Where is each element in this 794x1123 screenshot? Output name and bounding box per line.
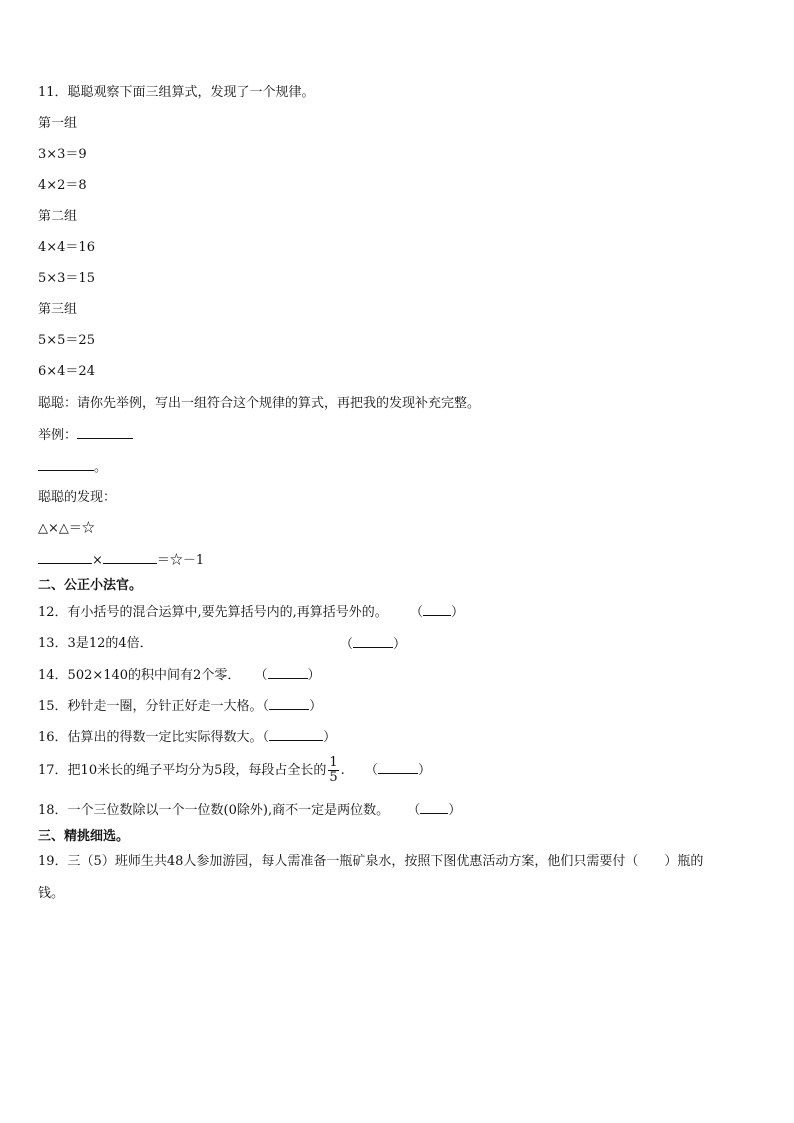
group-3-heading: 第三组 xyxy=(38,302,78,317)
q18-answer-blank[interactable] xyxy=(420,801,448,814)
fraction-numerator: 1 xyxy=(329,755,338,770)
discovery-blank-2[interactable] xyxy=(103,551,157,564)
question-12: 12．有小括号的混合运算中,要先算括号内的,再算括号外的。 （ ） xyxy=(38,605,464,620)
group-3-eq-b: 6×4＝24 xyxy=(38,364,95,379)
question-11-prompt: 聪聪：请你先举例，写出一组符合这个规律的算式，再把我的发现补充完整。 xyxy=(38,396,481,411)
example-label: 举例： xyxy=(38,428,78,443)
discovery-label: 聪聪的发现： xyxy=(38,490,117,505)
q12-answer-blank[interactable] xyxy=(423,603,451,616)
question-13-text: 13．3是12的4倍． xyxy=(38,636,153,651)
discovery-fill-row xyxy=(38,551,204,570)
group-1-heading: 第一组 xyxy=(38,116,78,131)
section-2-heading: 二、公正小法官。 xyxy=(38,578,143,593)
question-16: 16．估算出的得数一定比实际得数大。（ ） xyxy=(38,730,337,745)
question-13: 13．3是12的4倍． （ ） xyxy=(38,636,407,652)
question-19-line-1: 19．三（5）班师生共48人参加游园，每人需准备一瓶矿泉水，按照下图优惠活动方案，他们只需要付（ ）瓶的 xyxy=(38,854,704,869)
discovery-rhs: ＝☆－1 xyxy=(156,553,205,568)
question-14-text: 14．502×140的积中间有2个零． xyxy=(38,668,241,683)
group-2-heading: 第二组 xyxy=(38,209,78,224)
question-17: 17．把10米长的绳子平均分为5段，每段占全长的 $\frac{1}{5}$ . （ ） xyxy=(38,755,431,785)
group-1-eq-b: 4×2＝8 xyxy=(38,178,87,193)
example-second-row xyxy=(38,458,107,477)
discovery-rule: △×△＝☆ xyxy=(38,521,95,536)
question-16-text: 16．估算出的得数一定比实际得数大。 xyxy=(38,730,263,745)
question-12-text: 12．有小括号的混合运算中,要先算括号内的,再算括号外的。 xyxy=(38,605,388,620)
group-2-eq-a: 4×4＝16 xyxy=(38,240,95,255)
question-15: 15．秒针走一圈，分针正好走一大格。（ ） xyxy=(38,699,323,714)
question-15-text: 15．秒针走一圈，分针正好走一大格。 xyxy=(38,699,263,714)
period-mark: 。 xyxy=(94,460,108,475)
example-answer-blank-2[interactable] xyxy=(38,458,94,471)
q15-answer-blank[interactable] xyxy=(269,697,309,710)
question-17-text: 17．把10米长的绳子平均分为5段，每段占全长的 xyxy=(38,763,327,778)
group-3-eq-a: 5×5＝25 xyxy=(38,333,95,348)
question-19-line-2: 钱。 xyxy=(38,886,65,901)
question-18-text: 18．一个三位数除以一个一位数(0除外),商不一定是两位数。 xyxy=(38,803,390,818)
group-2-eq-b: 5×3＝15 xyxy=(38,271,95,286)
section-3-heading: 三、精挑细选。 xyxy=(38,829,130,844)
q16-answer-blank[interactable] xyxy=(269,728,323,741)
group-1-eq-a: 3×3＝9 xyxy=(38,147,87,162)
question-14: 14．502×140的积中间有2个零． （ ） xyxy=(38,668,321,683)
question-18: 18．一个三位数除以一个一位数(0除外),商不一定是两位数。 （ ） xyxy=(38,803,462,818)
times-sign: × xyxy=(92,553,103,568)
example-answer-blank[interactable] xyxy=(77,426,133,439)
q13-answer-blank[interactable] xyxy=(353,635,393,648)
fraction-one-fifth xyxy=(328,756,338,785)
fraction-denominator: 5 xyxy=(329,770,338,785)
q17-answer-blank[interactable] xyxy=(378,761,418,774)
question-11-stem: 11．聪聪观察下面三组算式，发现了一个规律。 xyxy=(38,85,315,100)
example-row xyxy=(38,426,133,445)
q14-answer-blank[interactable] xyxy=(268,666,308,679)
discovery-blank-1[interactable] xyxy=(38,551,92,564)
